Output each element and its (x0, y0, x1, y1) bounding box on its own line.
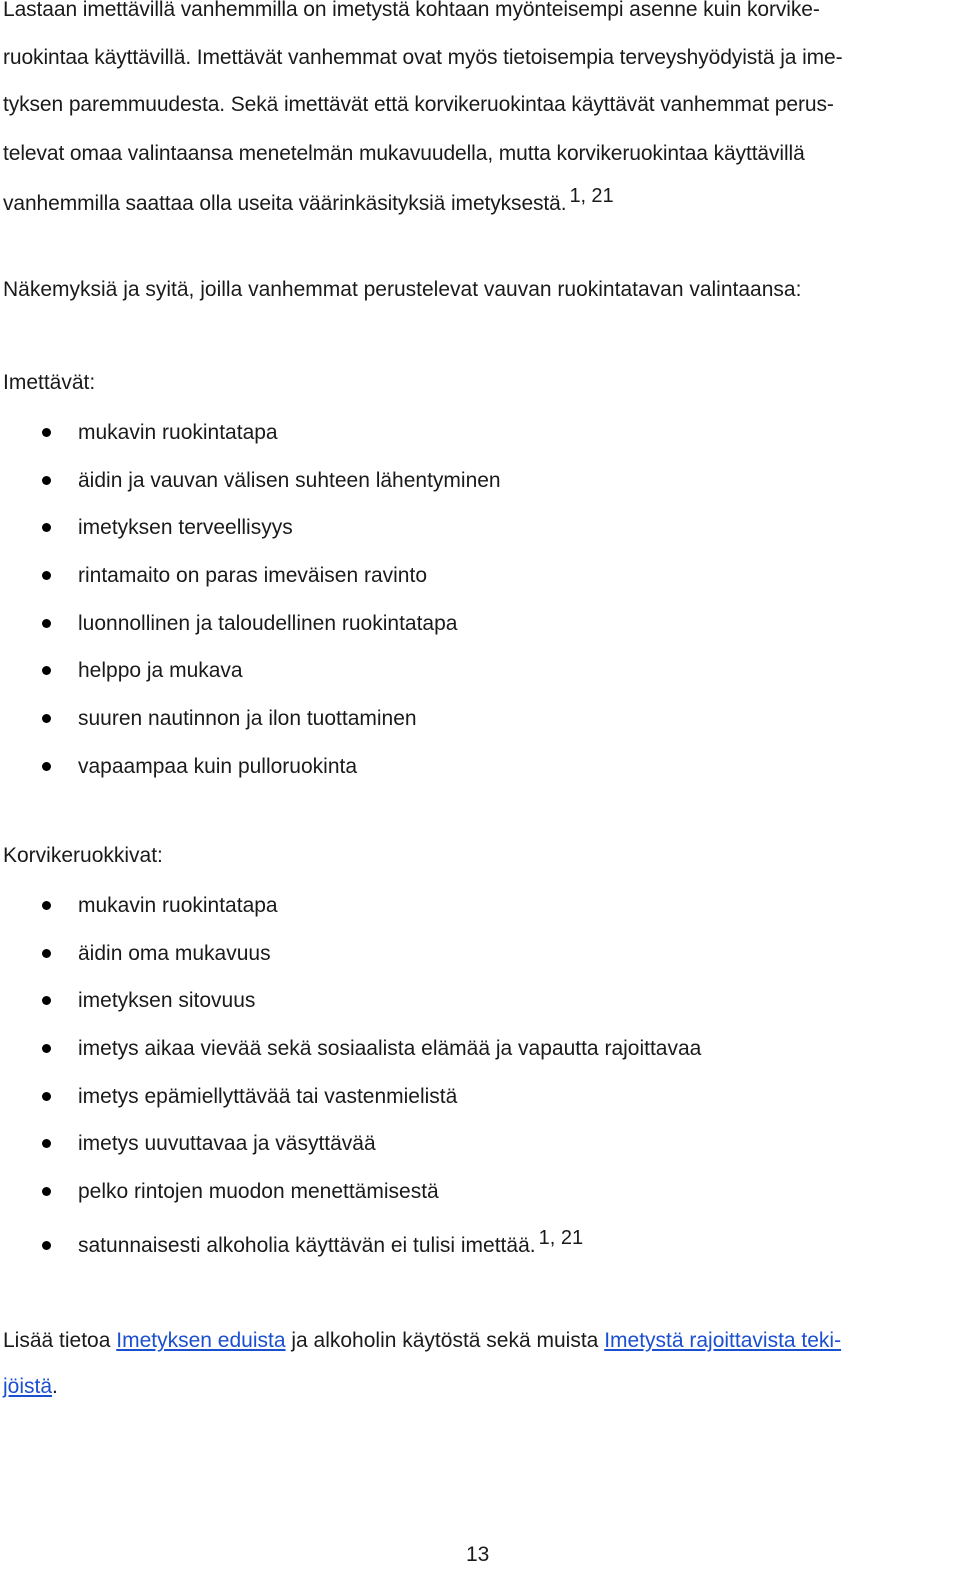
formula-heading: Korvikeruokkivat: (3, 844, 163, 867)
list-item (3, 695, 501, 743)
list-item (3, 1120, 701, 1168)
bullet-icon (42, 619, 51, 628)
bullet-icon (42, 476, 51, 485)
list-item-text: mukavin ruokintatapa (78, 421, 278, 444)
bullet-icon (42, 1044, 51, 1053)
intro-line: televat omaa valintaansa menetelmän mukavuudella, mutta korvikeruokintaa käyttävillä (3, 141, 805, 165)
list-item-text: satunnaisesti alkoholia käyttävän ei tulisi imettää. (78, 1233, 536, 1257)
more-info-line (3, 1364, 943, 1410)
list-item (3, 647, 501, 695)
list-item (3, 1073, 701, 1121)
list-item-text: äidin oma mukavuus (78, 941, 271, 965)
list-item-text: imetys aikaa vievää sekä sosiaalista elämää ja vapautta rajoittavaa (78, 1037, 702, 1061)
bullet-icon (42, 949, 51, 958)
breastfeeding-list (3, 409, 501, 791)
bullet-icon (42, 996, 51, 1005)
bullet-icon (42, 523, 51, 532)
intro-line: Lastaan imettävillä vanhemmilla on imetystä kohtaan myönteisempi asenne kuin korvike- (3, 0, 820, 21)
list-item-text: helppo ja mukava (78, 659, 243, 683)
list-item-text: rintamaito on paras imeväisen ravinto (78, 564, 428, 588)
bullet-icon (42, 1241, 51, 1250)
list-item (3, 930, 701, 978)
page-number: 13 (466, 1543, 490, 1566)
list-item-text: äidin ja vauvan välisen suhteen lähentyminen (78, 468, 501, 492)
list-item-text: vapaampaa kuin pulloruokinta (78, 754, 358, 778)
list-item (3, 743, 501, 791)
list-item (3, 552, 501, 600)
list-item-text: imetyksen sitovuus (78, 989, 256, 1013)
views-heading: Näkemyksiä ja syitä, joilla vanhemmat perustelevat vauvan ruokintatavan valintaansa: (3, 278, 802, 301)
list-item-text: luonnollinen ja taloudellinen ruokintatapa (78, 611, 458, 635)
formula-list (3, 882, 701, 1270)
more-info-middle: ja alkoholin käytöstä sekä muista (285, 1329, 605, 1352)
bullet-icon (42, 1139, 51, 1148)
bullet-icon (42, 1092, 51, 1101)
intro-line (3, 179, 953, 229)
intro-line: ruokintaa käyttävillä. Imettävät vanhemmat ovat myös tietoisempia terveyshyödyistä ja ime- (3, 45, 843, 69)
more-info-line (3, 1318, 943, 1364)
more-info-paragraph (3, 1318, 943, 1410)
intro-paragraph (3, 0, 953, 229)
more-info-prefix: Lisää tietoa (3, 1329, 117, 1352)
list-item (3, 977, 701, 1025)
list-item-text: mukavin ruokintatapa (78, 894, 278, 917)
bullet-icon (42, 762, 51, 771)
list-item-text: imetyksen terveellisyys (78, 516, 293, 540)
intro-line-text: vanhemmilla saattaa olla useita väärinkäsityksiä imetyksestä. (3, 191, 567, 215)
bullet-icon (42, 571, 51, 580)
more-info-suffix: . (52, 1375, 58, 1398)
list-item-text: imetys uuvuttavaa ja väsyttävää (78, 1132, 376, 1156)
list-item (3, 1025, 701, 1073)
list-item (3, 1168, 701, 1216)
list-item (3, 600, 501, 648)
intro-line: tyksen paremmuudesta. Sekä imettävät että korvikeruokintaa käyttävät vanhemmat perus- (3, 93, 834, 116)
bullet-icon (42, 714, 51, 723)
restricting-factors-link-continued[interactable]: jöistä (3, 1375, 53, 1398)
list-item-text: suuren nautinnon ja ilon tuottaminen (78, 707, 417, 731)
breastfeeding-heading: Imettävät: (3, 371, 96, 394)
list-item (3, 504, 501, 552)
list-item (3, 457, 501, 505)
list-item (3, 409, 501, 457)
list-item (3, 1216, 701, 1270)
breastfeeding-benefits-link[interactable]: Imetyksen eduista (116, 1329, 286, 1352)
restricting-factors-link[interactable]: Imetystä rajoittavista teki- (604, 1329, 842, 1352)
list-item-text: pelko rintojen muodon menettämisestä (78, 1180, 439, 1204)
list-item (3, 882, 701, 930)
bullet-icon (42, 901, 51, 910)
reference-superscript: 1, 21 (569, 184, 614, 207)
bullet-icon (42, 1187, 51, 1196)
list-item-text: imetys epämiellyttävää tai vastenmielistä (78, 1084, 458, 1108)
bullet-icon (42, 666, 51, 675)
reference-superscript: 1, 21 (538, 1226, 584, 1249)
document-page (3, 0, 953, 1398)
bullet-icon (42, 428, 51, 437)
